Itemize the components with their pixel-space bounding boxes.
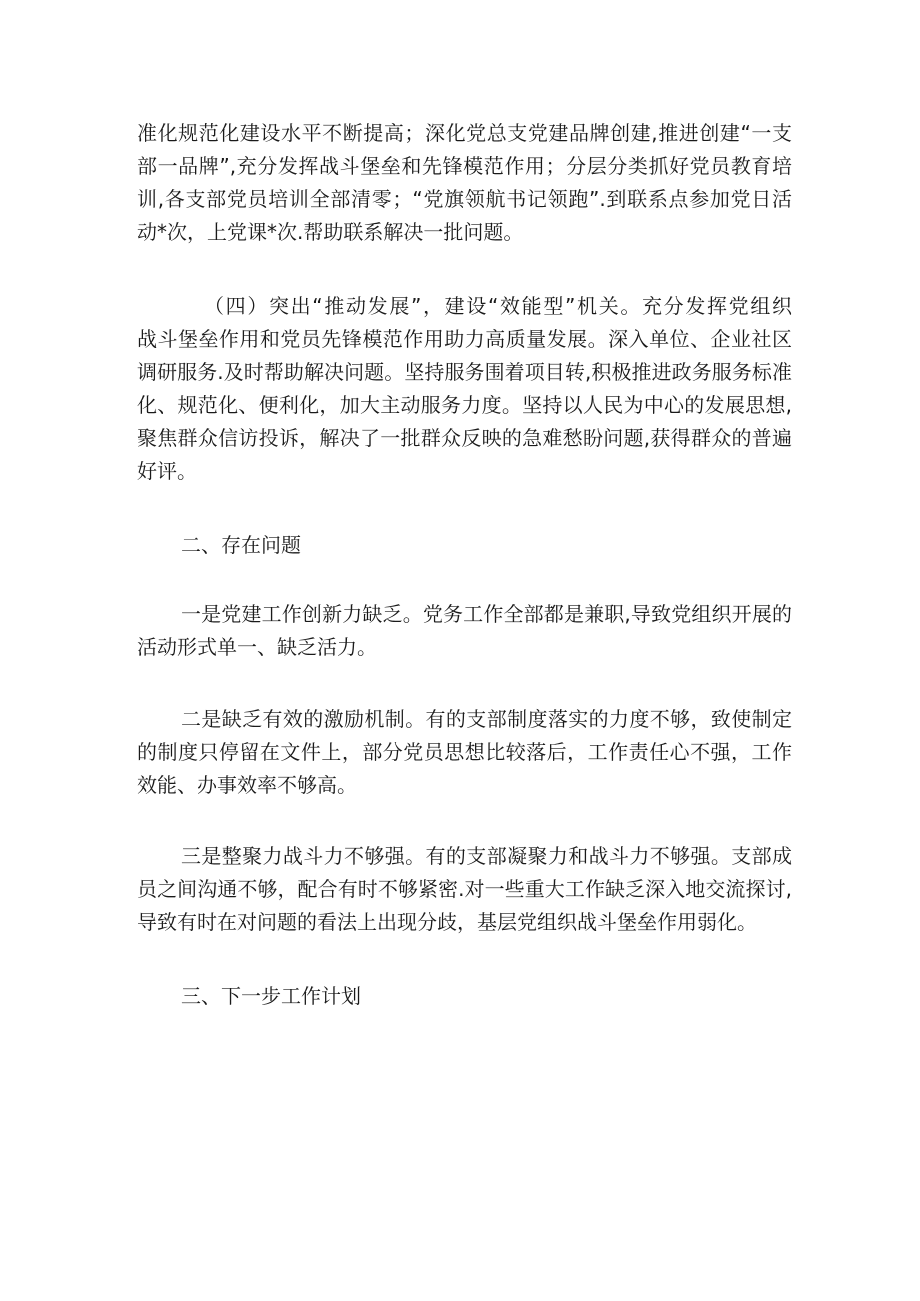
paragraph-party-building bbox=[137, 117, 792, 249]
text-line: （四）突出“推动发展”，建设“效能型”机关。充分发挥党组织 bbox=[204, 294, 792, 318]
text-line: 效能、办事效率不够高。 bbox=[137, 773, 357, 797]
heading-existing-problems bbox=[137, 529, 792, 562]
text-line: 活动形式单一、缺乏活力。 bbox=[137, 635, 377, 659]
paragraph-problem-two bbox=[137, 703, 792, 802]
text-line: 准化规范化建设水平不断提高；深化党总支党建品牌创建,推进创建“一支 bbox=[137, 121, 792, 145]
text-line: 导致有时在对问题的看法上出现分歧，基层党组织战斗堡垒作用弱化。 bbox=[137, 910, 757, 934]
text-line: 部一品牌”,充分发挥战斗堡垒和先锋模范作用；分层分类抓好党员教育培 bbox=[137, 154, 792, 178]
heading-next-steps bbox=[137, 980, 792, 1013]
text-line: 化、规范化、便利化，加大主动服务力度。坚持以人民为中心的发展思想, bbox=[137, 393, 792, 417]
text-line: 的制度只停留在文件上，部分党员思想比较落后，工作责任心不强，工作 bbox=[137, 740, 792, 764]
text-line: 调研服务.及时帮助解决问题。坚持服务围着项目转,积极推进政务服务标准 bbox=[137, 360, 792, 384]
section-heading: 三、下一步工作计划 bbox=[181, 984, 361, 1008]
paragraph-section-four bbox=[137, 290, 792, 488]
paragraph-problem-one bbox=[137, 598, 792, 664]
text-line: 战斗堡垒作用和党员先锋模范作用助力高质量发展。深入单位、企业社区 bbox=[137, 327, 792, 351]
text-line: 二是缺乏有效的激励机制。有的支部制度落实的力度不够，致使制定 bbox=[181, 707, 792, 731]
section-heading: 二、存在问题 bbox=[181, 533, 301, 557]
text-line: 一是党建工作创新力缺乏。党务工作全部都是兼职,导致党组织开展的 bbox=[181, 602, 792, 626]
text-line: 三是整聚力战斗力不够强。有的支部凝聚力和战斗力不够强。支部成 bbox=[181, 844, 792, 868]
text-line: 动*次，上党课*次.帮助联系解决一批问题。 bbox=[137, 220, 524, 244]
text-line: 好评。 bbox=[137, 459, 197, 483]
paragraph-problem-three bbox=[137, 840, 792, 939]
text-line: 聚焦群众信访投诉，解决了一批群众反映的急难愁盼问题,获得群众的普遍 bbox=[137, 426, 792, 450]
text-line: 员之间沟通不够，配合有时不够紧密.对一些重大工作缺乏深入地交流探讨, bbox=[137, 877, 792, 901]
text-line: 训,各支部党员培训全部清零；“党旗领航书记领跑”.到联系点参加党日活 bbox=[137, 187, 792, 211]
